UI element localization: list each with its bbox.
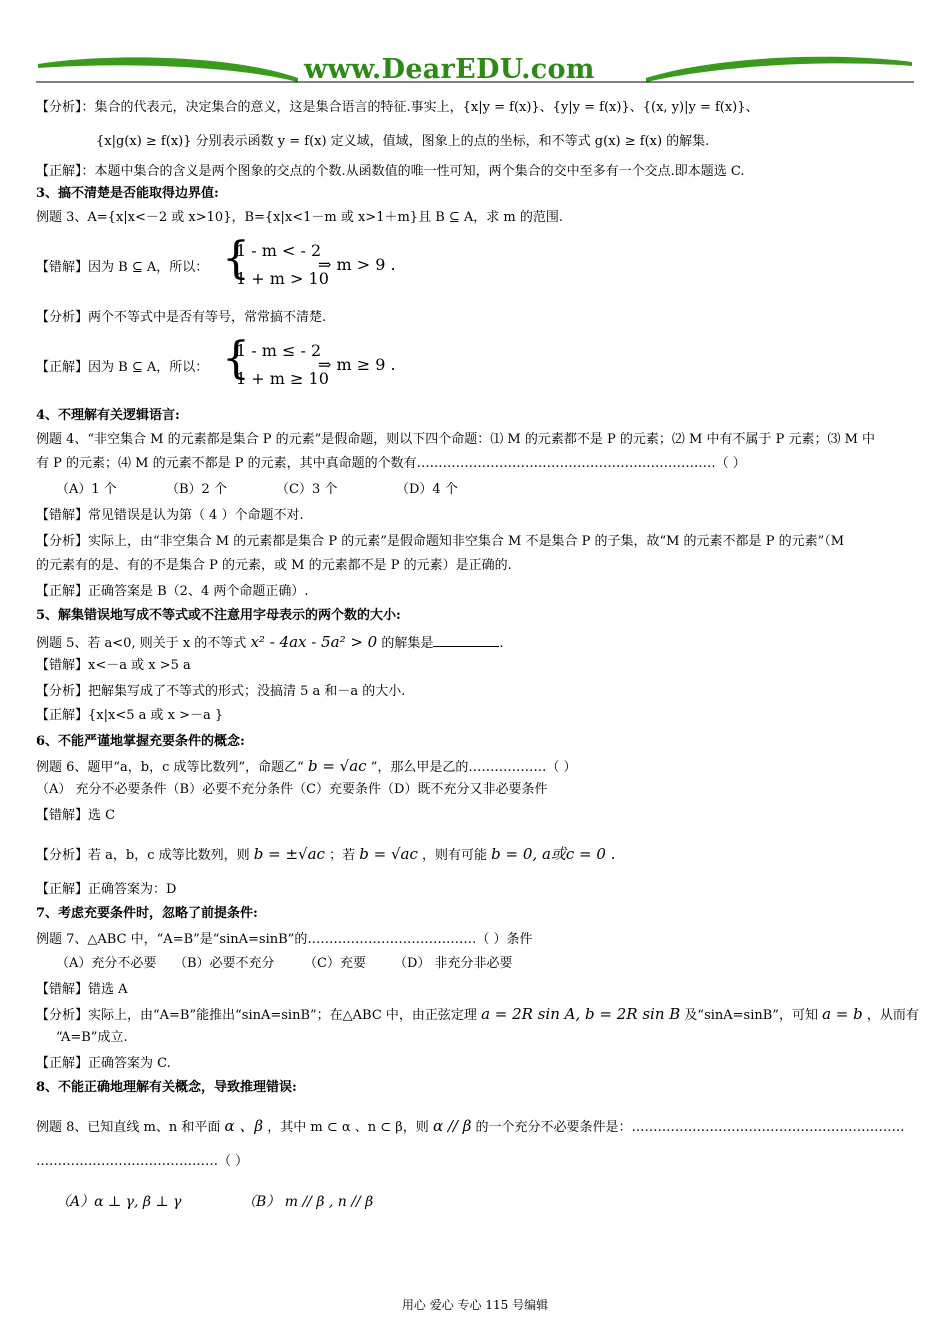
formula: b = ±√ac [253,845,325,863]
correct-solution-5: 【正解】{x|x<5 a 或 x >－a } [36,708,224,723]
correct-solution-6: 【正解】正确答案为：D [36,882,177,897]
correct-solution-3-label: 【正解】因为 B ⊆ A，所以： [36,360,209,375]
example-8-text: ，其中 m ⊂ α 、n ⊂ β，则 [267,1120,429,1135]
formula: α 、β [224,1117,264,1135]
analysis-7-text: ，从而有 [866,1008,919,1023]
brace-icon: { [222,333,250,384]
analysis-7-text: 及“sinA=sinB”，可知 [684,1008,818,1023]
section-heading-6: 6、不能严谨地掌握充要条件的概念: [36,734,245,749]
option-d: （D） 非充分非必要 [394,956,513,971]
system-result: ⇒ m ≥ 9 . [318,355,396,374]
example-3: 例题 3、A={x|x<－2 或 x>10}，B={x|x<1－m 或 x>1＋m}且 B ⊆ A，求 m 的范围. [36,210,564,225]
answer-blank [433,634,499,647]
formula: b = 0, a或c = 0 . [491,845,616,863]
example-8 [36,1116,905,1138]
section-heading-7: 7、考虑充要条件时，忽略了前提条件: [36,906,258,921]
example-5-text: 的解集是 [381,636,434,651]
analysis-6-text: ；若 [329,848,356,863]
wrong-solution-7: 【错解】错选 A [36,982,128,997]
example-4-line-2: 有 P 的元素；⑷ M 的元素不都是 P 的元素，其中真命题的个数有……………………………………………………………（ ） [36,456,746,471]
analysis-6-text: 【分析】若 a，b，c 成等比数列，则 [36,848,250,863]
analysis-4-line-2: 的元素有的是、有的不是集合 P 的元素，或 M 的元素都不是 P 的元素）是正确的. [36,558,512,573]
correct-answer-2: 【正解】：本题中集合的含义是两个图象的交点的个数.从函数值的唯一性可知，两个集合的交中至多有一个交点.即本题选 C. [36,164,745,179]
system-result: ⇒ m > 9 . [318,255,396,274]
correct-solution-4: 【正解】正确答案是 B（2、4 两个命题正确）. [36,584,309,599]
analysis-3: 【分析】两个不等式中是否有等号，常常搞不清楚. [36,310,327,325]
site-logo-text[interactable]: www.DearEDU.com [304,54,595,85]
option-b: （B） m // β , n // β [242,1194,374,1210]
system-row-2: 1 + m > 10 [236,269,329,288]
brace-icon: { [222,233,250,284]
page-header [36,48,914,90]
option-b: （B）必要不充分 [174,956,275,971]
inequality-formula: x² - 4ax - 5a² > 0 [250,633,378,651]
example-5 [36,632,504,654]
system-row-2: 1 + m ≥ 10 [236,369,329,388]
system-row-1: 1 - m ≤ - 2 [236,341,322,360]
formula: a = b [822,1005,863,1023]
system-row-1: 1 - m < - 2 [236,241,322,260]
section-heading-4: 4、不理解有关逻辑语言: [36,408,180,423]
section-heading-3: 3、搞不清楚是否能取得边界值: [36,186,219,201]
example-5-text: . [499,636,504,651]
example-8-line-2: ……………………………………（ ） [36,1154,249,1169]
example-6-text: ”，那么甲是乙的………………（ ） [370,760,577,775]
analysis-6-text: ，则有可能 [422,848,488,863]
option-b: （B）2 个 [166,482,227,497]
wrong-solution-4: 【错解】常见错误是认为第（ 4 ）个命题不对. [36,508,304,523]
formula: b = √ac [307,757,367,775]
example-4-line-1: 例题 4、“非空集合 M 的元素都是集合 P 的元素”是假命题，则以下四个命题：⑴ M 的元素都不是 P 的元素；⑵ M 中有不属于 P 元素；⑶ M 中 [36,432,876,447]
option-a: （A）α ⊥ γ, β ⊥ γ [56,1194,182,1210]
example-8-text: 例题 8、已知直线 m、n 和平面 [36,1120,221,1135]
formula: α // β [432,1117,472,1135]
analysis-4-line-1: 【分析】实际上，由“非空集合 M 的元素都是集合 P 的元素”是假命题知非空集合 M 不是集合 P 的子集，故“M 的元素不都是 P 的元素”（M [36,534,845,549]
option-c: （C）3 个 [276,482,338,497]
options-6: （A） 充分不必要条件（B）必要不充分条件（C）充要条件（D）既不充分又非必要条件 [36,782,548,797]
wrong-solution-3-label: 【错解】因为 B ⊆ A，所以： [36,260,209,275]
option-a: （A）充分不必要 [56,956,157,971]
analysis-7-line-2: “A=B”成立. [56,1030,128,1045]
analysis-6 [36,844,615,866]
example-6 [36,756,577,778]
wrong-solution-5: 【错解】x<－a 或 x >5 a [36,658,191,673]
analysis-7-text: 【分析】实际上，由“A=B”能推出“sinA=sinB”；在△ABC 中，由正弦定理 [36,1008,477,1023]
example-8-text: 的一个充分不必要条件是：……………………………………………………… [475,1120,905,1135]
example-5-text: 例题 5、若 a<0, 则关于 x 的不等式 [36,636,247,651]
section-heading-5: 5、解集错误地写成不等式或不注意用字母表示的两个数的大小: [36,608,401,623]
section-heading-8: 8、不能正确地理解有关概念，导致推理错误: [36,1080,297,1095]
formula: a = 2R sin A, b = 2R sin B [481,1005,681,1023]
analysis-line-2: {x|g(x) ≥ f(x)} 分别表示函数 y = f(x) 定义域，值域，图象上的点的坐标，和不等式 g(x) ≥ f(x) 的解集. [96,134,710,149]
option-d: （D）4 个 [396,482,458,497]
example-7: 例题 7、△ABC 中，“A=B”是“sinA=sinB”的…………………………………（ ）条件 [36,932,533,947]
analysis-line-1: 【分析】：集合的代表元，决定集合的意义，这是集合语言的特征.事实上，{x|y = f(x)}、{y|y = f(x)}、{(x, y)|y = f(x)}、 [36,100,759,115]
formula: b = √ac [359,845,418,863]
option-a: （A）1 个 [56,482,117,497]
option-c: （C）充要 [304,956,366,971]
analysis-7 [36,1004,919,1026]
example-6-text: 例题 6、题甲“a，b，c 成等比数列”，命题乙“ [36,760,304,775]
analysis-5: 【分析】把解集写成了不等式的形式；没搞清 5 a 和－a 的大小. [36,684,406,699]
wrong-solution-6: 【错解】选 C [36,808,116,823]
correct-solution-7: 【正解】正确答案为 C. [36,1056,171,1071]
page-footer: 用心 爱心 专心 115 号编辑 [401,1298,549,1312]
